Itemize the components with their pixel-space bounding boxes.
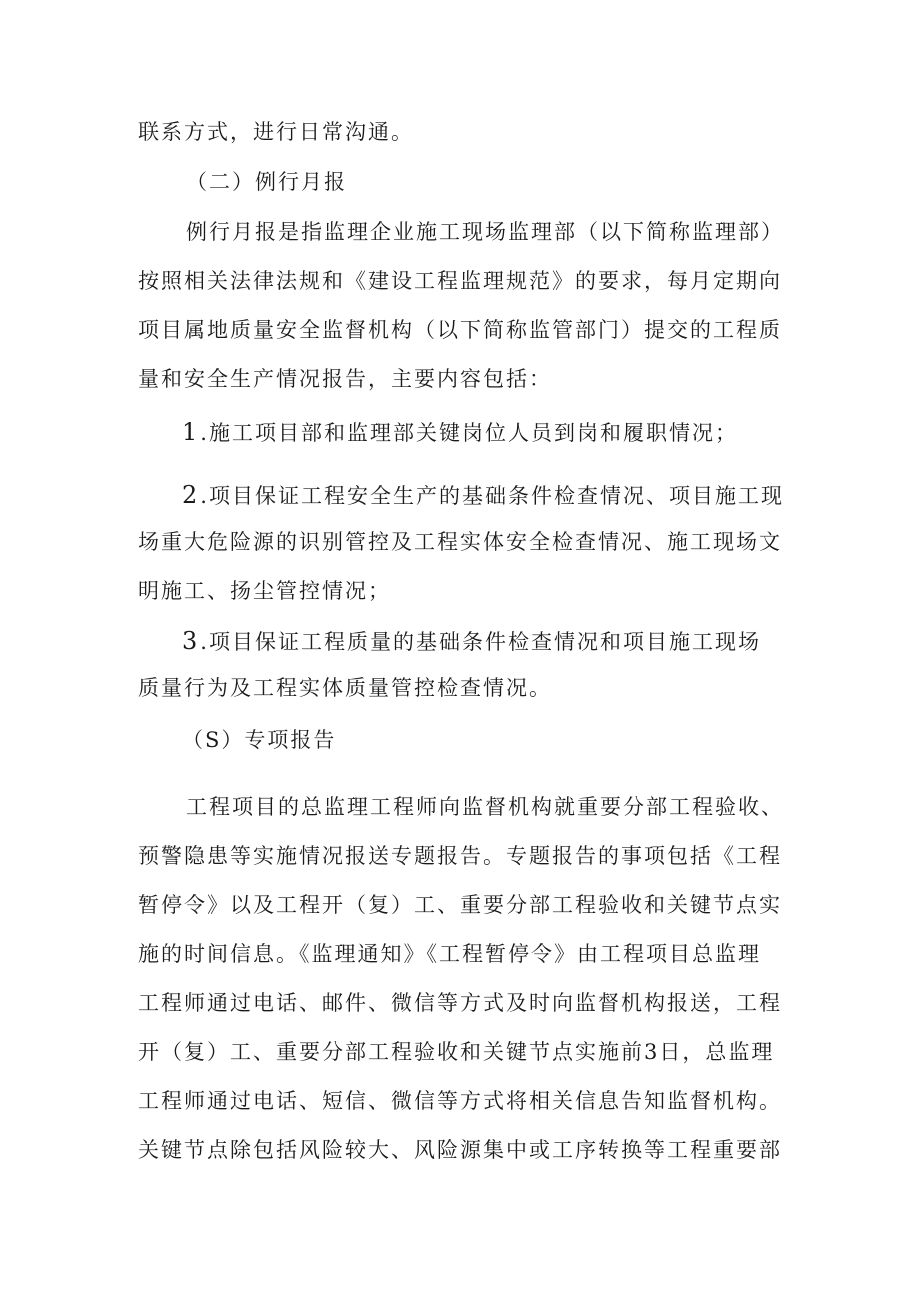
list-item-number: 2 (182, 481, 198, 509)
text-line: 工程师通过电话、短信、微信等方式将相关信息告知监督机构。 (138, 1089, 782, 1113)
list-item-2 (182, 483, 784, 507)
list-item-text: .项目保证工程安全生产的基础条件检查情况、项目施工现 (200, 484, 784, 508)
text-line: 开（复）工、重要分部工程验收和关键节点实施前3日，总监理 (138, 1040, 775, 1064)
text-line: 工程师通过电话、邮件、微信等方式及时向监督机构报送，工程 (138, 991, 782, 1015)
text-line: 暂停令》以及工程开（复）工、重要分部工程验收和关键节点实 (138, 893, 782, 917)
section-heading-special-report: （S）专项报告 (182, 728, 337, 752)
text-line: 工程项目的总监理工程师向监督机构就重要分部工程验收、 (186, 795, 784, 819)
list-item-text: .施工项目部和监理部关键岗位人员到岗和履职情况； (200, 421, 738, 445)
text-line: 例行月报是指监理企业施工现场监理部（以下简称监理部） (186, 220, 784, 244)
text-line: 施的时间信息。《监理通知》《工程暂停令》由工程项目总监理 (138, 942, 761, 966)
list-item-number: 3 (182, 627, 198, 655)
text-line: 质量行为及工程实体质量管控检查情况。 (138, 676, 552, 700)
list-item-3 (182, 629, 761, 653)
text-line: 联系方式，进行日常沟通。 (138, 120, 414, 144)
list-item-number: 1 (182, 418, 198, 446)
text-line: 场重大危险源的识别管控及工程实体安全检查情况、施工现场文 (138, 530, 782, 554)
text-line: 按照相关法律法规和《建设工程监理规范》的要求，每月定期向 (138, 269, 782, 293)
list-item-text: .项目保证工程质量的基础条件检查情况和项目施工现场 (200, 630, 761, 654)
text-line: 量和安全生产情况报告，主要内容包括： (138, 367, 552, 391)
section-heading-monthly-report: （二）例行月报 (186, 170, 347, 194)
list-item-1 (182, 420, 738, 444)
text-line: 明施工、扬尘管控情况； (138, 579, 391, 603)
text-line: 关键节点除包括风险较大、风险源集中或工序转换等工程重要部 (138, 1138, 782, 1162)
text-line: 项目属地质量安全监督机构（以下简称监管部门）提交的工程质 (138, 318, 782, 342)
text-line: 预警隐患等实施情况报送专题报告。专题报告的事项包括《工程 (138, 844, 782, 868)
